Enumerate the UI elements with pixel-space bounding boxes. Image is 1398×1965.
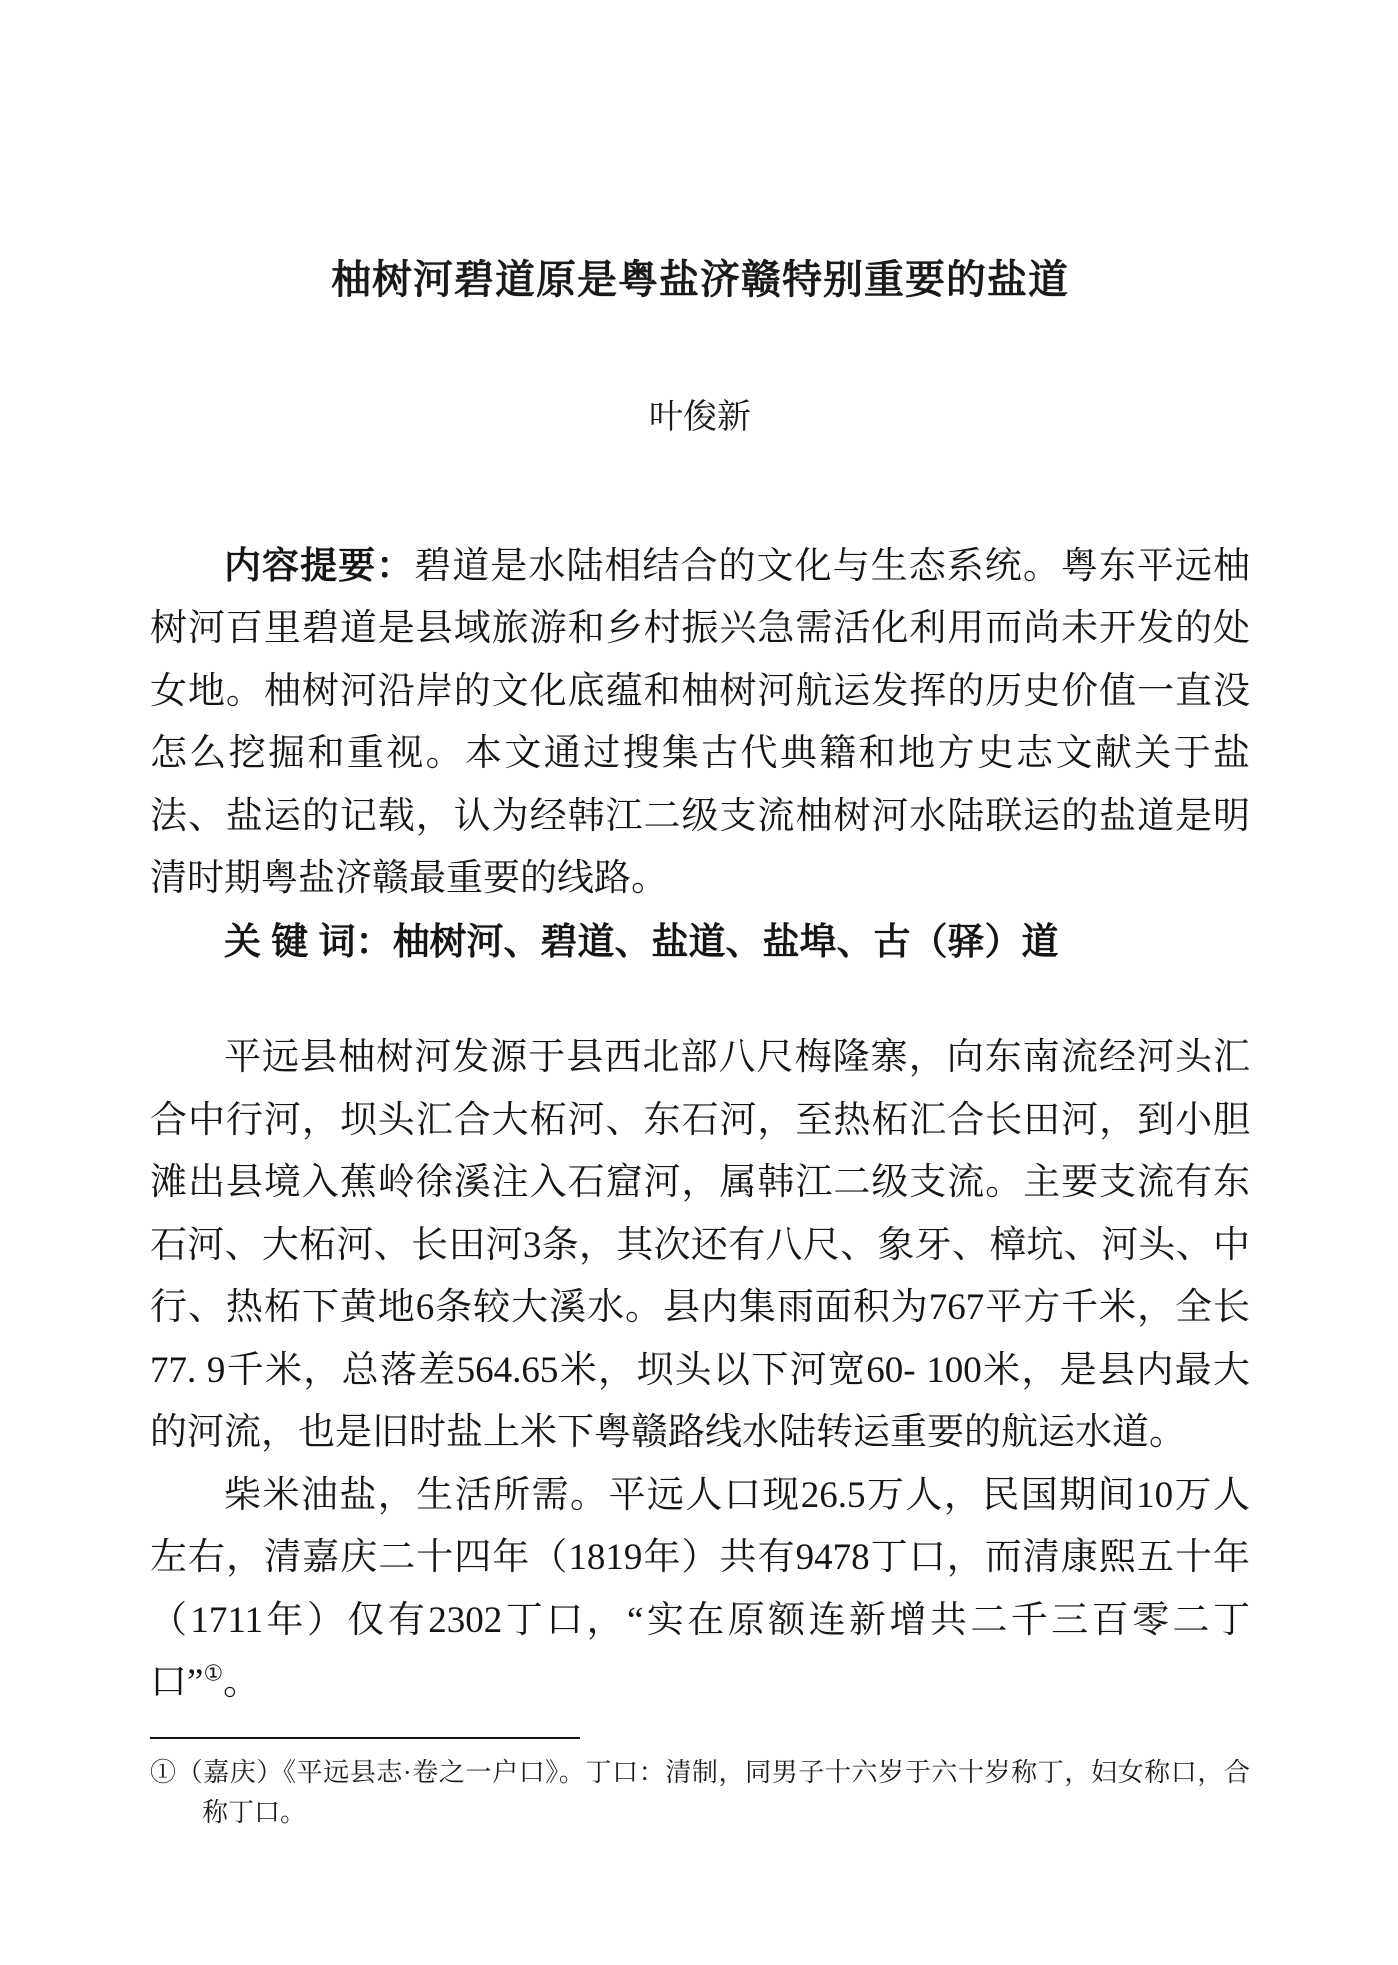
footnote-marker: ① <box>150 1757 177 1787</box>
body-text <box>150 1027 1250 1715</box>
body-paragraph-1: 平远县柚树河发源于县西北部八尺梅隆寨，向东南流经河头汇合中行河，坝头汇合大柘河、东石河，至热柘汇合长田河，到小胆滩出县境入蕉岭徐溪注入石窟河，属韩江二级支流。主要支流有东石河、大柘河、长田河3条，其次还有八尺、象牙、樟坑、河头、中行、热柘下黄地6条较大溪水。县内集雨面积为767平方千米，全长77. 9千米，总落差564.65米，坝头以下河宽60- 100米，是县内最大的河流，也是旧时盐上米下粤赣路线水陆转运重要的航运水道。 <box>150 1037 1250 1454</box>
page-title: 柚树河碧道原是粤盐济赣特别重要的盐道 <box>331 258 1069 302</box>
abstract-text: 碧道是水陆相结合的文化与生态系统。粤东平远柚树河百里碧道是县域旅游和乡村振兴急需活化利用而尚未开发的处女地。柚树河沿岸的文化底蕴和柚树河航运发挥的历史价值一直没怎么挖掘和重视。本文通过搜集古代典籍和地方史志文献关于盐法、盐运的记载，认为经韩江二级支流柚树河水陆联运的盐道是明清时期粤盐济赣最重要的线路。 <box>150 545 1251 900</box>
keywords-text: 柚树河、碧道、盐道、盐埠、古（驿）道 <box>392 920 1059 962</box>
author-name: 叶俊新 <box>649 399 751 436</box>
footnote-reference-mark: ① <box>203 1660 224 1686</box>
keywords-line <box>150 911 1250 974</box>
body-paragraph-2-text: 柴米油盐，生活所需。平远人口现26.5万人，民国期间10万人左右，清嘉庆二十四年（1819年）共有9478丁口，而清康熙五十年（1711年）仅有2302丁口，“实在原额连新增共二千三百零二丁口” <box>150 1474 1250 1704</box>
footnote-text: （嘉庆）《平远县志·卷之一户口》。丁口：清制，同男子十六岁于六十岁称丁，妇女称口，合称丁口。 <box>176 1757 1250 1827</box>
abstract-paragraph <box>150 535 1250 911</box>
page-content <box>150 0 1250 1833</box>
abstract-label: 内容提要： <box>224 544 415 586</box>
body-paragraph-2 <box>150 1465 1250 1715</box>
keywords-label: 关 键 词： <box>224 920 393 962</box>
footnote <box>150 1753 1250 1833</box>
body-paragraph-2-end: 。 <box>223 1662 261 1704</box>
footnote-separator-line <box>150 1737 580 1739</box>
